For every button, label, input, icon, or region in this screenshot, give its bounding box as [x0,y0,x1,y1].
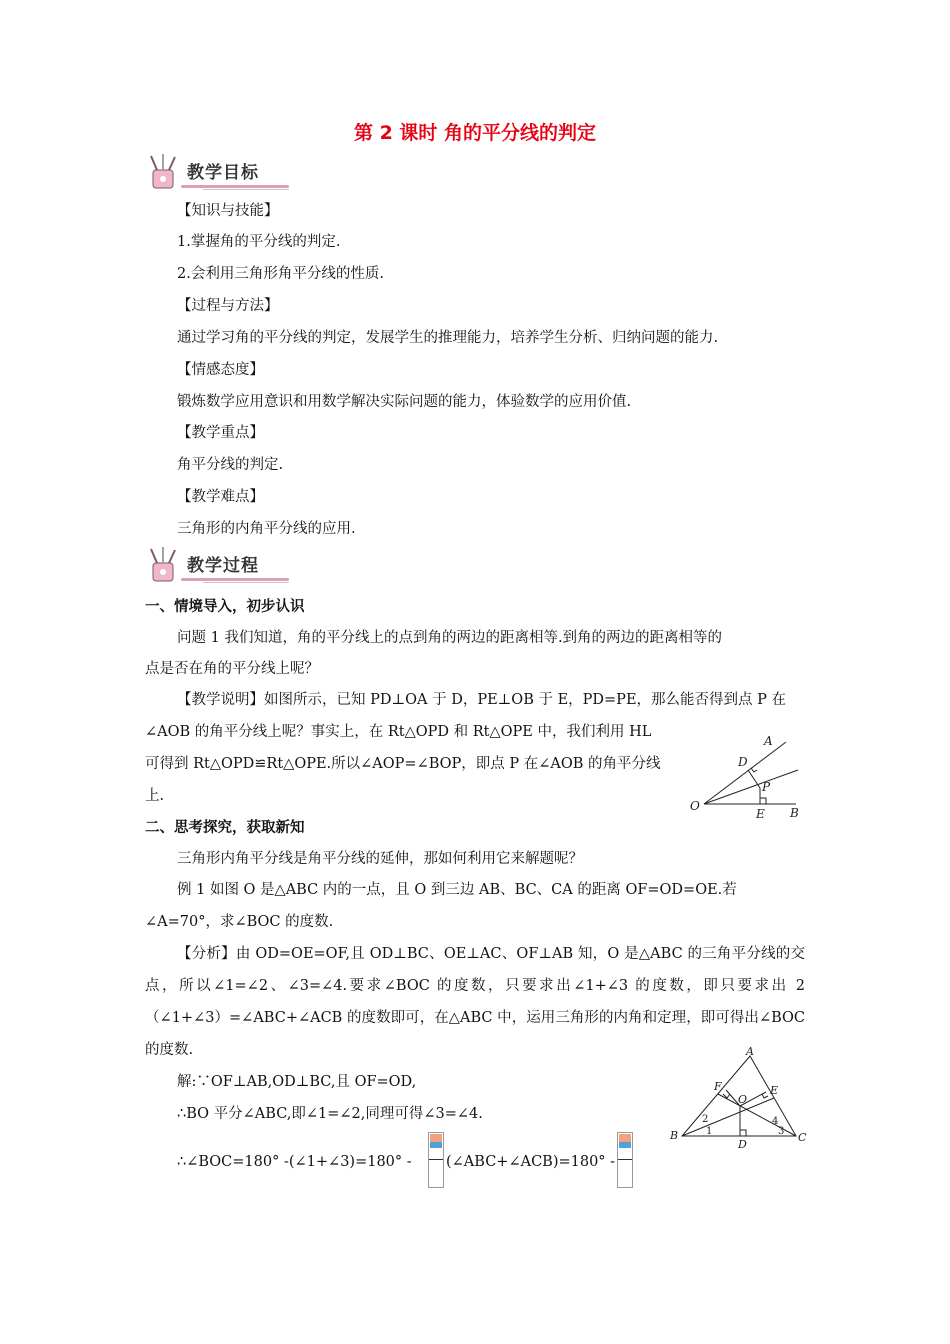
label-f: F [714,1080,722,1093]
pencil-cup-icon [143,152,183,192]
fraction-bar [618,1159,632,1160]
note-line-3: 可得到 Rt△OPD≌Rt△OPE.所以∠AOP=∠BOP，即点 P 在∠AOB 的角平分线 [145,756,661,772]
question-1-line-2: 点是否在角的平分线上呢？ [145,661,319,677]
label-p: P [762,780,771,794]
ray-oa [704,742,786,804]
badge-label: 教学过程 [187,556,259,576]
label-d: D [738,755,748,769]
label-c: C [798,1131,807,1144]
knowledge-heading: 【知识与技能】 [177,203,279,219]
fraction-picture-lower [430,1142,442,1148]
badge-teaching-process [143,545,293,587]
example-1-line-1: 例 1 如图 O 是△ABC 内的一点，且 O 到三边 AB、BC、CA 的距离 OF=OD=OE.若 [177,882,737,898]
analysis-paragraph: 【分析】由 OD=OE=OF,且 OD⊥BC、OE⊥AC、OF⊥AB 知，O 是△ABC 的三角平分线的交点，所以∠1=∠2、∠3=∠4.要求∠BOC 的度数，只要求出∠1+∠3 的度数，即只要求出 2（∠1+∠3）=∠ABC+∠ACB 的度数即可，在△ABC 中，运用三角形的内角和定理，即可得出∠BOC 的度数. [145,946,805,1058]
label-d: D [738,1138,747,1151]
right-angle-mark-d [751,768,757,772]
label-a: A [746,1046,754,1058]
process-method-heading: 【过程与方法】 [177,298,279,314]
label-e: E [770,1084,779,1097]
label-angle-4: 4 [772,1116,779,1127]
attitude-heading: 【情感态度】 [177,362,264,378]
attitude-text: 锻炼数学应用意识和用数学解决实际问题的能力，体验数学的应用价值. [177,394,632,410]
label-o: O [690,799,700,813]
label-o: O [738,1093,748,1106]
note-line-4: 上. [145,788,165,804]
label-b: B [790,806,799,820]
right-angle-mark-e [760,798,766,804]
note-line-2: ∠AOB 的角平分线上呢？事实上，在 Rt△OPD 和 Rt△OPE 中，我们利用 HL [145,724,652,740]
process-method-text: 通过学习角的平分线的判定，发展学生的推理能力，培养学生分析、归纳问题的能力. [177,330,719,346]
label-angle-1: 1 [706,1126,713,1137]
figure-triangle-incenter [668,1046,814,1154]
fraction-bar [429,1159,443,1160]
solution-line-1: 解:∵OF⊥AB,OD⊥BC,且 OF=OD, [177,1074,417,1090]
figure-angle-bisector [684,732,814,824]
badge-label: 教学目标 [187,163,259,183]
difficulty-heading: 【教学难点】 [177,489,264,505]
badge-underline-thin [203,189,289,190]
question-1-line-1: 问题 1 我们知道，角的平分线上的点到角的两边的距离相等.到角的两边的距离相等的 [177,630,723,646]
segment-pd [748,770,760,788]
solution-line-3b: (∠ABC+∠ACB)=180° - [446,1154,616,1170]
label-e: E [756,807,765,821]
right-angle-mark-d [740,1130,746,1136]
note-line-1: 【教学说明】如图所示，已知 PD⊥OA 于 D，PE⊥OB 于 E，PD=PE，那么能否得到点 P 在 [177,692,786,708]
fraction-picture-lower [619,1142,631,1148]
badge-underline-thin [203,582,289,583]
section-2-heading: 二、思考探究，获取新知 [145,820,305,836]
badge-underline [181,578,289,581]
fraction-image-2 [617,1132,633,1188]
pencil-cup-icon [143,545,183,585]
label-a: A [764,734,773,748]
fraction-image-1 [428,1132,444,1188]
label-angle-3: 3 [778,1126,785,1137]
knowledge-item-1: 1.掌握角的平分线的判定. [177,234,341,250]
section-1-heading: 一、情境导入，初步认识 [145,599,305,615]
key-point-text: 角平分线的判定. [177,457,284,473]
label-b: B [670,1129,679,1142]
example-1-line-2: ∠A=70°，求∠BOC 的度数. [145,914,334,930]
knowledge-item-2: 2.会利用三角形角平分线的性质. [177,266,384,282]
badge-teaching-goals [143,152,293,194]
key-point-heading: 【教学重点】 [177,425,264,441]
solution-line-3a: ∴∠BOC=180° -(∠1+∠3)=180° - [177,1154,412,1170]
label-angle-2: 2 [702,1114,709,1125]
solution-line-2: ∴BO 平分∠ABC,即∠1=∠2,同理可得∠3=∠4. [177,1106,483,1122]
badge-underline [181,185,289,188]
section-2-intro: 三角形内角平分线是角平分线的延伸，那如何利用它来解题呢？ [177,851,583,867]
difficulty-text: 三角形的内角平分线的应用. [177,521,356,537]
right-angle-mark-e [762,1094,768,1098]
page-title: 第 2 课时 角的平分线的判定 [353,122,597,144]
